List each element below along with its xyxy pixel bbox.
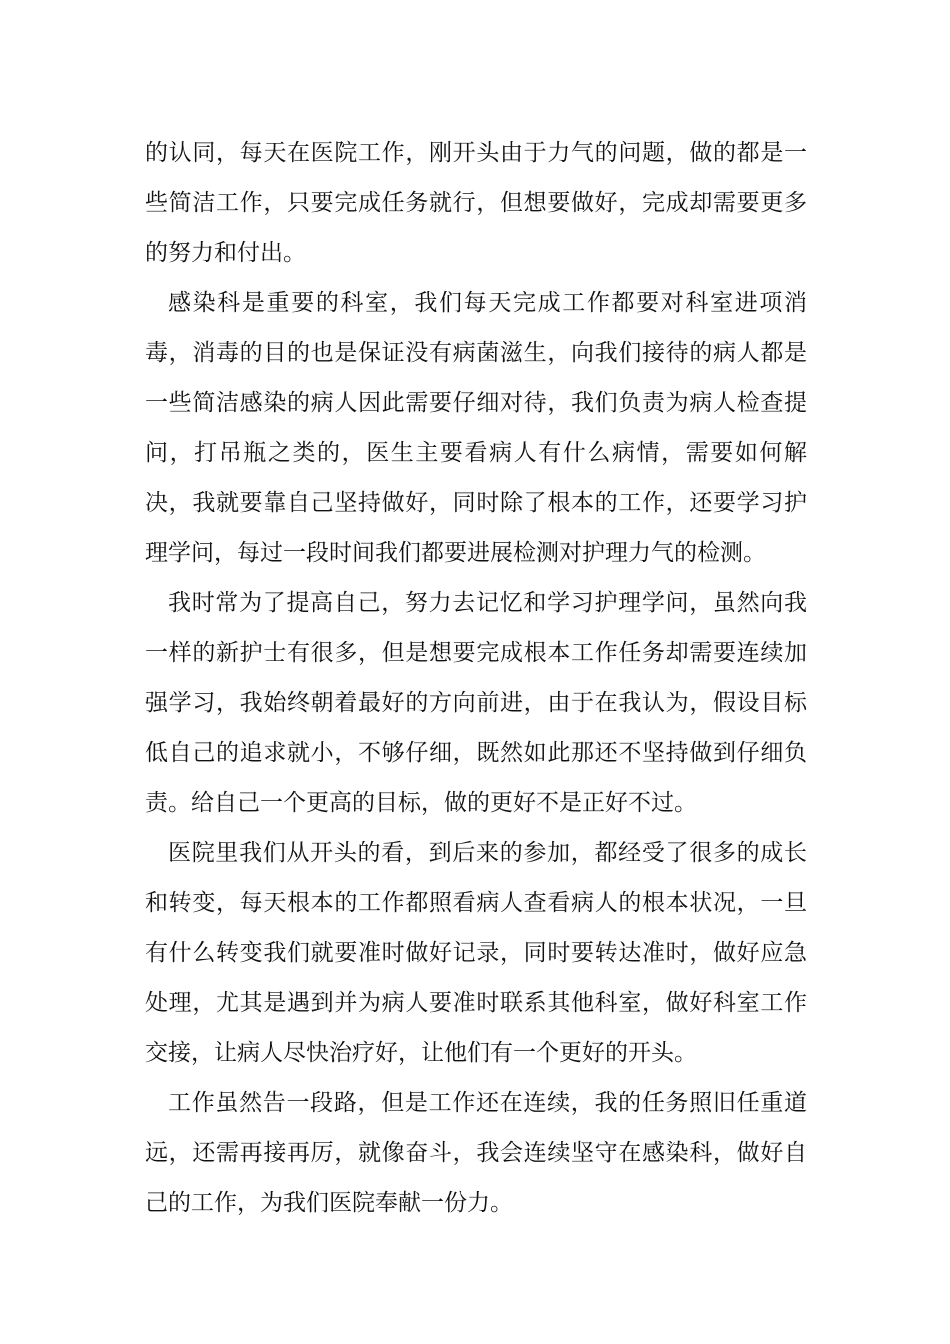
paragraph-continued: 的认同，每天在医院工作，刚开头由于力气的问题，做的都是一些简洁工作，只要完成任务就行，但想要做好，完成却需要更多的努力和付出。 [145,140,807,266]
paragraph-infection-department: 感染科是重要的科室，我们每天完成工作都要对科室进项消毒，消毒的目的也是保证没有病菌滋生，向我们接待的病人都是一些简洁感染的病人因此需要仔细对待，我们负责为病人检查提问，打吊瓶之类的，医生主要看病人有什么病情，需要如何解决，我就要靠自己坚持做好，同时除了根本的工作，还要学习护理学问，每过一段时间我们都要进展检测对护理力气的检测。 [145,290,807,566]
body-text [145,128,807,1228]
paragraph-conclusion: 工作虽然告一段路，但是工作还在连续，我的任务照旧任重道远，还需再接再厉，就像奋斗，我会连续坚守在感染科，做好自己的工作，为我们医院奉献一份力。 [145,1090,807,1216]
paragraph-self-improvement: 我时常为了提高自己，努力去记忆和学习护理学问，虽然向我一样的新护士有很多，但是想要完成根本工作任务却需要连续加强学习，我始终朝着最好的方向前进，由于在我认为，假设目标低自己的追求就小，不够仔细，既然如此那还不坚持做到仔细负责。给自己一个更高的目标，做的更好不是正好不过。 [145,590,807,816]
paragraph-growth: 医院里我们从开头的看，到后来的参加，都经受了很多的成长和转变，每天根本的工作都照看病人查看病人的根本状况，一旦有什么转变我们就要准时做好记录，同时要转达准时，做好应急处理，尤其是遇到并为病人要准时联系其他科室，做好科室工作交接，让病人尽快治疗好，让他们有一个更好的开头。 [145,840,807,1066]
